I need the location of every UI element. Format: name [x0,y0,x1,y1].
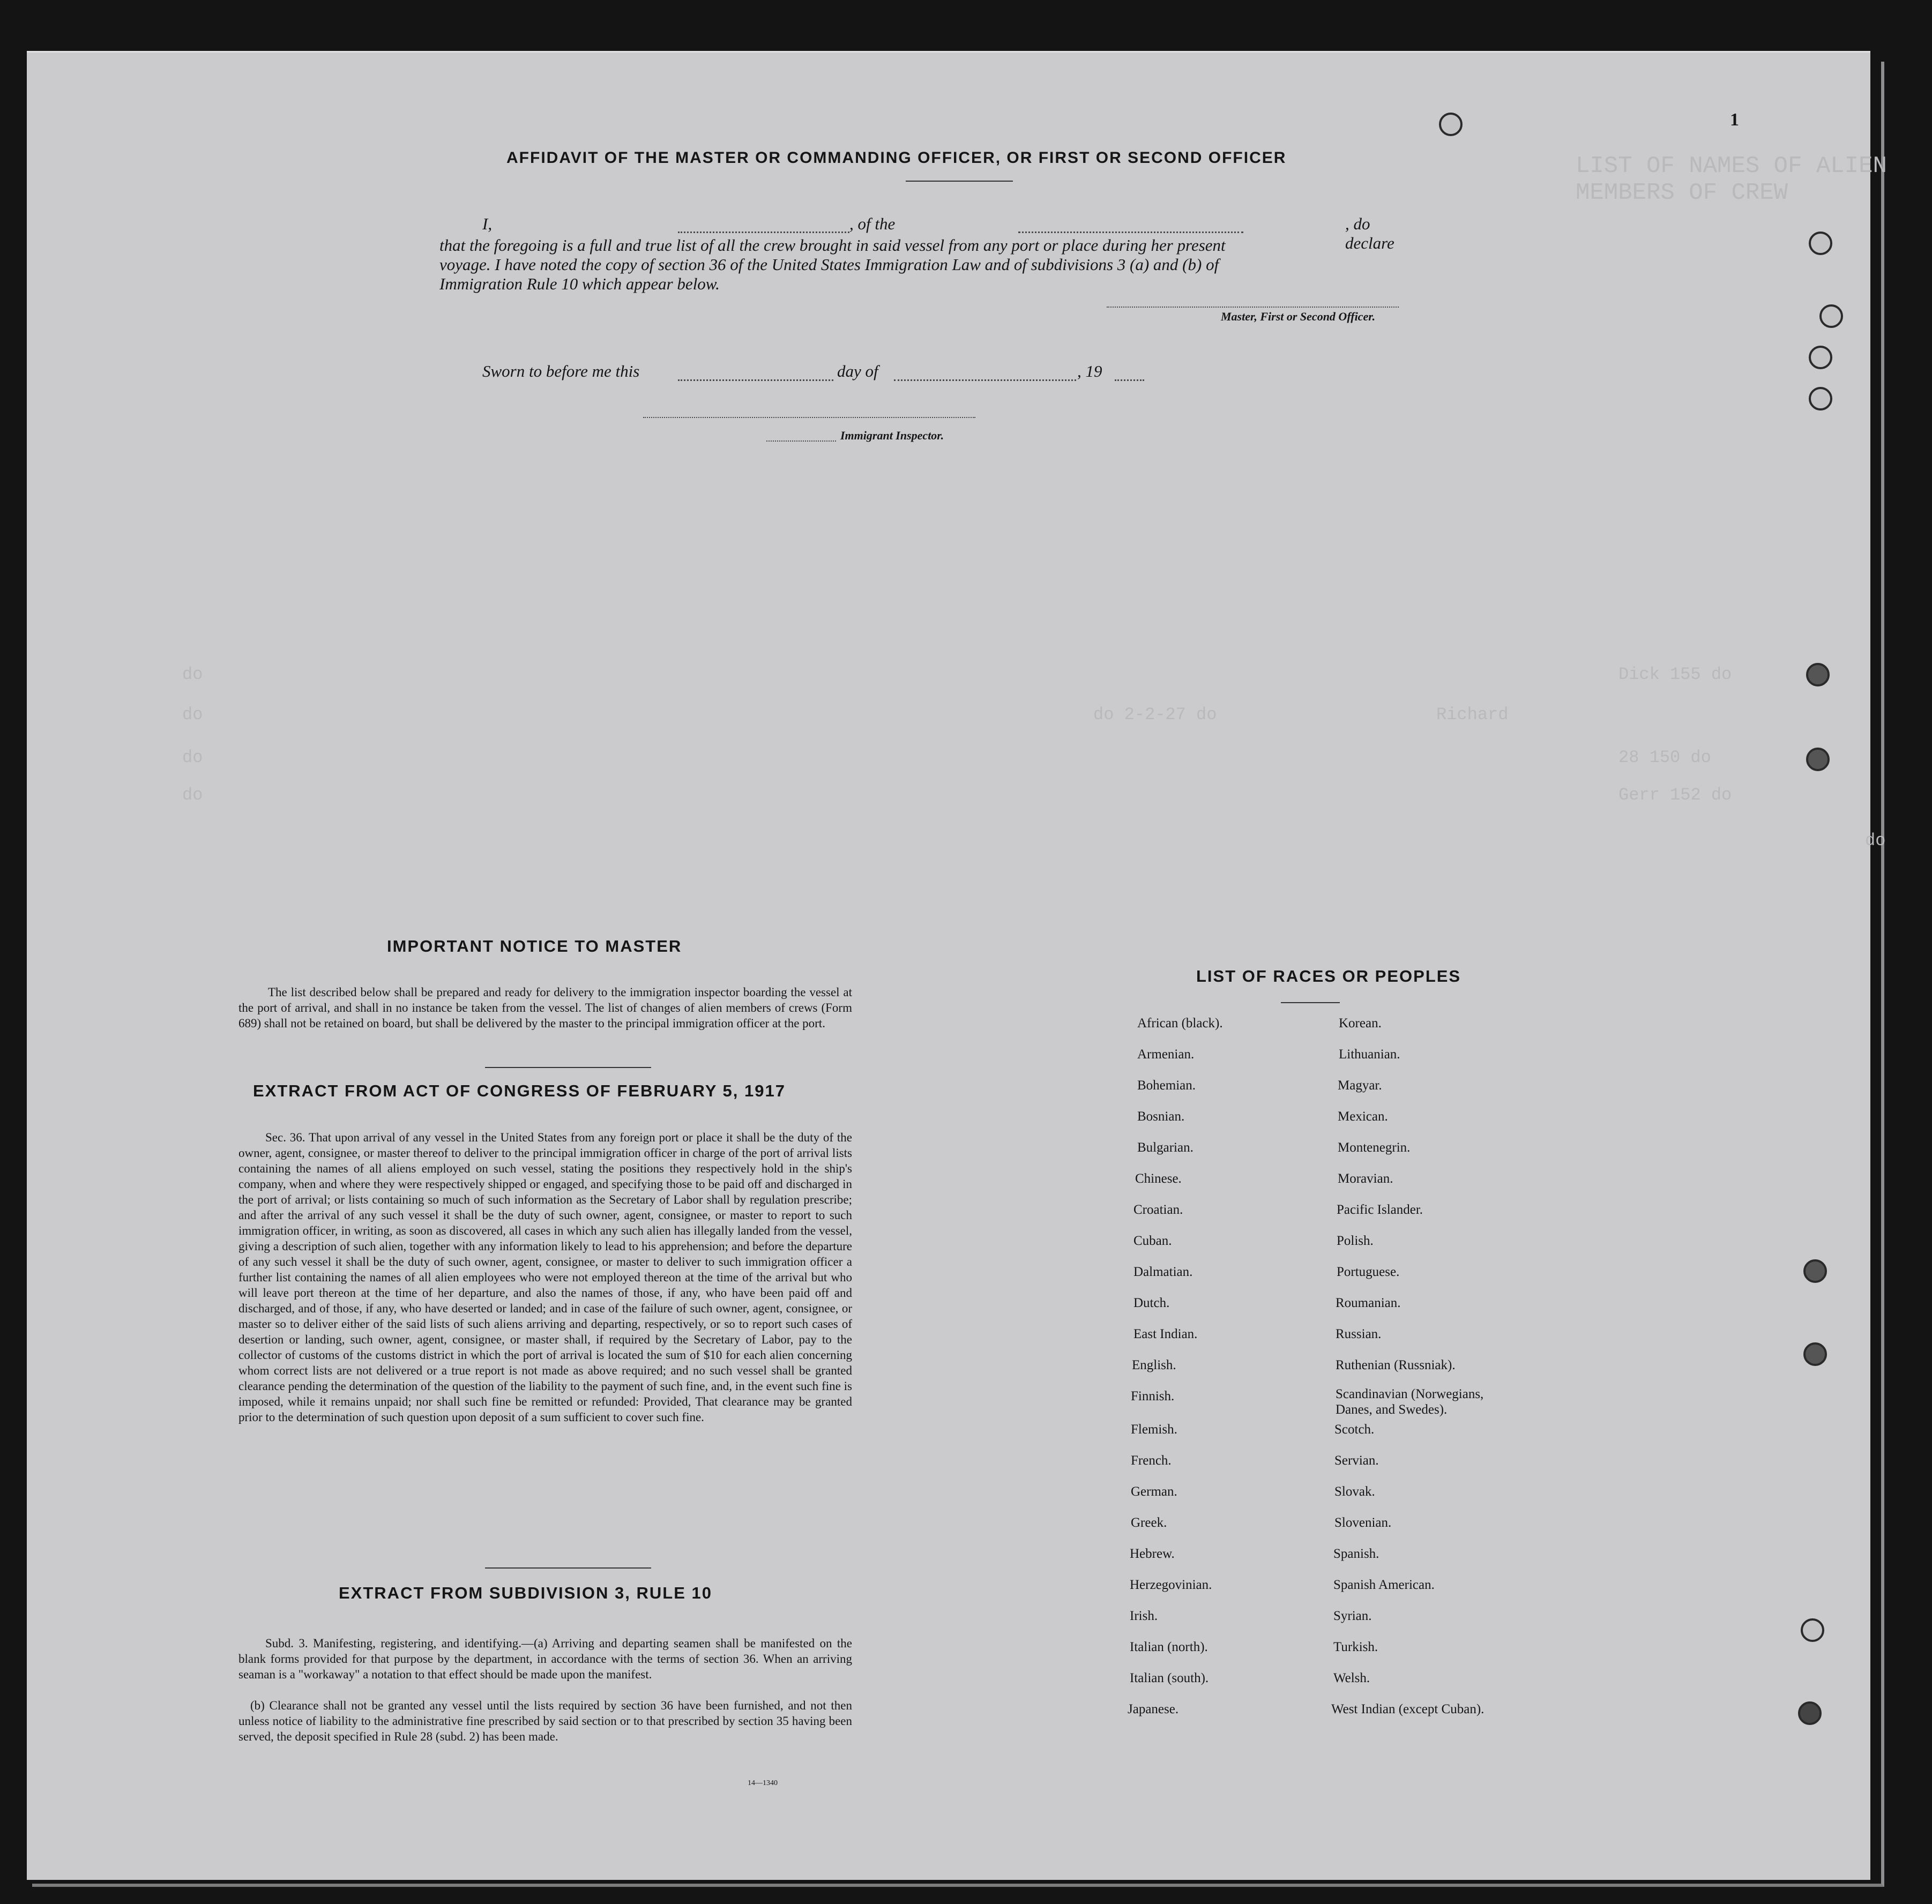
bleed-through: LIST OF NAMES OF ALIEN MEMBERS OF CREW Richard Dick 155 do 28 150 do Gerr 152 do do 2-2-27 do do do do do do [182,153,1887,850]
master-signature-label: Master, First or Second Officer. [1221,310,1376,323]
sworn-year-field[interactable] [1115,379,1144,381]
affidavit-title: AFFIDAVIT OF THE MASTER OR COMMANDING OFFICER, OR FIRST OR SECOND OFFICER [506,149,1287,167]
race-item: Spanish. [1333,1547,1379,1561]
sworn-day-field[interactable] [678,379,833,381]
act-title: EXTRACT FROM ACT OF CONGRESS OF FEBRUARY 5, 1917 [253,1081,786,1100]
vessel-name-field[interactable] [1018,232,1243,233]
race-item: Bohemian. [1137,1078,1196,1093]
race-item: Slovenian. [1334,1515,1392,1530]
race-item: Roumanian. [1336,1296,1401,1310]
affidavit-do-declare: , do declare [1345,214,1394,252]
race-item: Cuban. [1133,1234,1172,1248]
race-item: Welsh. [1333,1671,1370,1685]
race-item: Italian (south). [1130,1671,1209,1685]
page-number: 1 [1730,110,1739,130]
form-number: 14—1340 [748,1779,778,1787]
sworn-year: , 19 [1077,362,1102,380]
race-item: Flemish. [1131,1422,1177,1437]
race-item: Russian. [1336,1327,1382,1341]
sworn-month-field[interactable] [894,379,1076,381]
inspector-label-leader [766,440,836,442]
act-rule [485,1567,651,1569]
race-item: Irish. [1130,1609,1158,1623]
rule-title: EXTRACT FROM SUBDIVISION 3, RULE 10 [339,1584,712,1602]
officer-name-field[interactable] [678,232,849,233]
rule-para-a: Subd. 3. Manifesting, registering, and identifying.—(a) Arriving and departing seamen shall be manifested on the blank forms provided for that purpose by the department, in accordance with the terms of section 36. When an arriving seaman is a "workaway" a notation to that effect should be made upon the manifest. [238,1637,852,1681]
race-item: Spanish American. [1333,1578,1435,1592]
race-item: African (black). [1137,1016,1223,1031]
race-item: Bulgarian. [1137,1140,1193,1155]
race-item: Syrian. [1333,1609,1372,1623]
affidavit-line-4: Immigration Rule 10 which appear below. [439,274,720,293]
sworn-day-of: day of [837,362,878,380]
race-item: Portuguese. [1337,1265,1400,1279]
race-item: Croatian. [1133,1203,1183,1217]
race-item: French. [1131,1453,1172,1468]
race-item: Greek. [1131,1515,1167,1530]
notice-title: IMPORTANT NOTICE TO MASTER [387,937,682,955]
race-item: Armenian. [1137,1047,1195,1062]
race-item: Pacific Islander. [1337,1203,1423,1217]
races-rule [1281,1002,1340,1003]
sworn-prefix: Sworn to before me this [482,362,640,380]
affidavit-title-rule [906,181,1013,182]
race-item: Scotch. [1334,1422,1375,1437]
race-item: Scandinavian (Norwegians, Danes, and Swedes). [1336,1387,1484,1417]
race-item: Moravian. [1338,1171,1393,1186]
notice-rule [485,1067,651,1068]
race-item: Montenegrin. [1338,1140,1411,1155]
race-item: Chinese. [1135,1171,1182,1186]
race-item: Bosnian. [1137,1109,1185,1124]
act-body: Sec. 36. That upon arrival of any vessel in the United States from any foreign port or place it shall be the duty of the owner, agent, consignee, or master thereof to deliver to the principal immigration officer in charge of the port of arrival lists containing the names of all aliens employed on such vessel, stating the positions they respectively hold in the ship's company, when and where they were respectively shipped or engaged, and specifying those to be paid off and discharged in the port of arrival; or lists containing so much of such information as the Secretary of Labor shall by regulation prescribe; and after the arrival of any such vessel it shall be the duty of such owner, agent, consignee, or master to report to such immigration officer, in writing, as soon as discovered, all cases in which any such alien has illegally landed from the vessel, giving a description of such alien, together with any information likely to lead to his apprehension; and before the departure of any such vessel it shall be the duty of such owner, agent, consignee, or master to deliver to such immigration officer a further list containing the names of all alien employees who were not employed thereon at the time of the arrival but who will leave port thereon at the time of her departure, and also the names of those, if any, who have been paid off and discharged, and of those, if any, who have deserted or landed; and in case of the failure of such owner, agent, consignee, or master so to deliver either of the said lists of such aliens arriving and departing, respectively, or so to report such cases of desertion or landing, such owner, agent, consignee, or master shall, if required by the Secretary of Labor, pay to the collector of customs of the customs district in which the port of arrival is located the sum of $10 for each alien concerning whom correct lists are not delivered or a true report is not made as above required; and no such vessel shall be granted clearance pending the determination of the question of the liability to the payment of such fine, and, in the event such fine is imposed, while it remains unpaid; nor shall such fine be remitted or refunded: Provided, That clearance may be granted prior to the determination of such question upon deposit of a sum sufficient to cover such fine. [238,1131,852,1424]
master-signature-field[interactable] [1107,307,1399,308]
race-item: Korean. [1339,1016,1382,1031]
race-item: Lithuanian. [1339,1047,1400,1062]
inspector-label: Immigrant Inspector. [840,429,944,442]
race-item: English. [1132,1358,1176,1372]
race-item: Servian. [1334,1453,1379,1468]
race-item: Finnish. [1131,1389,1175,1403]
race-item: Slovak. [1334,1484,1375,1499]
race-item: Ruthenian (Russniak). [1336,1358,1456,1372]
affidavit-line-2: that the foregoing is a full and true list of all the crew brought in said vessel from any port or place during her present [439,236,1226,255]
race-item: West Indian (except Cuban). [1331,1702,1485,1716]
affidavit-i: I, [482,214,493,233]
race-item: Magyar. [1338,1078,1382,1093]
notice-body: The list described below shall be prepared and ready for delivery to the immigration inspector boarding the vessel at the port of arrival, and shall in no instance be taken from the vessel. The list of changes of alien members of crews (Form 689) shall not be retained on board, but shall be delivered by the master to the principal immigration officer at the port. [238,985,852,1030]
rule-para-b: (b) Clearance shall not be granted any vessel until the lists required by section 36 have been furnished, and not then unless notice of liability to the administrative fine prescribed by said section or to that prescribed by section 35 having been served, the deposit specified in Rule 28 (subd. 2) has been made. [238,1699,852,1743]
race-item: German. [1131,1484,1177,1499]
race-item: Japanese. [1128,1702,1179,1716]
race-item: Mexican. [1338,1109,1388,1124]
race-item: East Indian. [1133,1327,1198,1341]
inspector-signature-field[interactable] [643,417,975,418]
affidavit-line-3: voyage. I have noted the copy of section 36 of the United States Immigration Law and of subdivisions 3 (a) and (b) of [439,255,1219,274]
affidavit-of-the: , of the [849,214,896,233]
affidavit-statement [439,214,1420,294]
race-item: Italian (north). [1130,1640,1208,1654]
race-item: Dalmatian. [1133,1265,1193,1279]
race-item: Polish. [1337,1234,1374,1248]
race-item: Hebrew. [1130,1547,1175,1561]
races-title: LIST OF RACES OR PEOPLES [1196,967,1461,985]
race-item: Herzegovinian. [1130,1578,1212,1592]
race-item: Turkish. [1333,1640,1378,1654]
race-item: Dutch. [1133,1296,1170,1310]
